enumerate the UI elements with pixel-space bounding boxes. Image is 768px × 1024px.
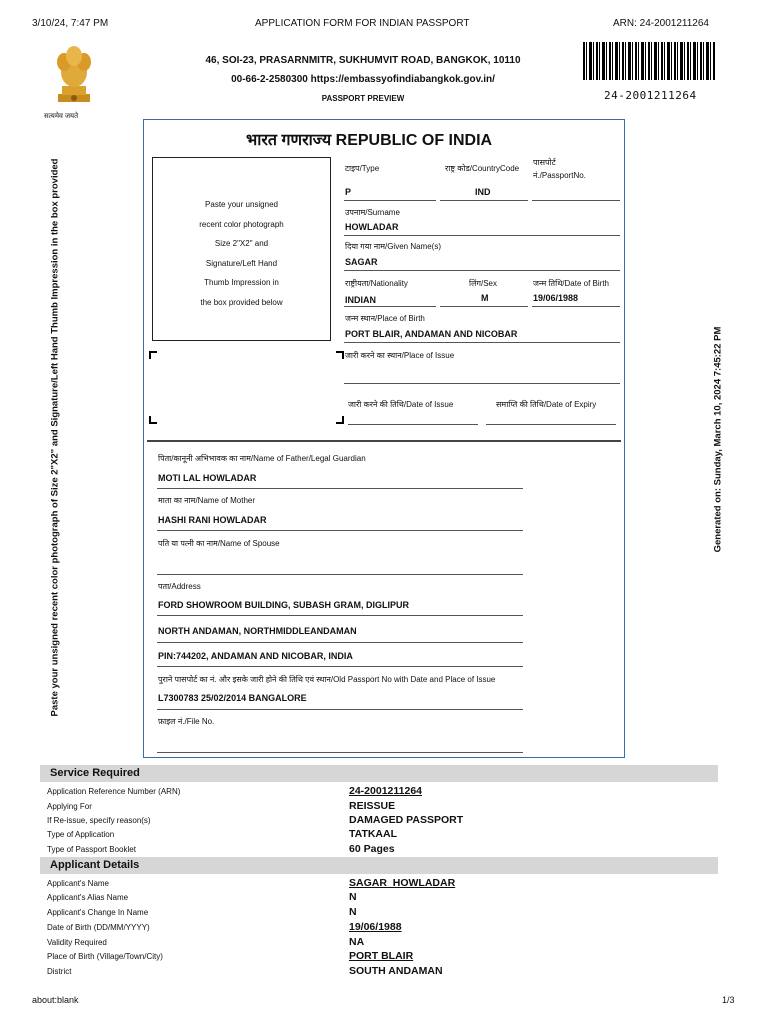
embassy-address: 46, SOI-23, PRASARNMITR, SUKHUMVIT ROAD, BANGKOK, 10110	[205, 55, 521, 66]
rule	[344, 270, 620, 271]
arn-header: ARN: 24-2001211264	[613, 18, 709, 29]
photo-line: the box provided below	[200, 297, 283, 307]
rule	[157, 709, 523, 710]
country-code-value: IND	[475, 187, 491, 197]
surname-label: उपनाम/Surname	[345, 208, 400, 217]
validity-label: Validity Required	[47, 938, 107, 947]
photo-instruction-vertical: Paste your unsigned recent color photograph of Size 2"X2" and Signature/Left Hand Thumb Impression in the box provided	[49, 158, 61, 717]
mother-value: HASHI RANI HOWLADAR	[158, 515, 267, 525]
old-passport-value: L7300783 25/02/2014 BANGALORE	[158, 693, 307, 703]
rule	[157, 752, 523, 753]
section-title: Applicant Details	[50, 859, 140, 871]
dob-label: जन्म तिथि/Date of Birth	[533, 279, 609, 288]
applicant-name-label: Applicant's Name	[47, 879, 109, 888]
photo-line: Paste your unsigned	[205, 200, 278, 209]
emblem-motto: सत्यमेव जयते	[44, 113, 79, 120]
surname-value: HOWLADAR	[345, 222, 399, 232]
photo-instructions	[152, 195, 331, 312]
application-type-value: TATKAAL	[349, 828, 398, 840]
arn-label: Application Reference Number (ARN)	[47, 787, 181, 796]
rule	[157, 574, 523, 575]
type-label: टाइप/Type	[345, 164, 380, 173]
passport-no-label: पासपोर्ट	[533, 158, 556, 167]
date-issue-label: जारी करने की तिथि/Date of Issue	[348, 400, 454, 409]
signature-corner-tr	[336, 351, 344, 359]
rule	[344, 235, 620, 236]
nationality-label: राष्ट्रीयता/Nationality	[345, 279, 408, 288]
father-value: MOTI LAL HOWLADAR	[158, 473, 257, 483]
mother-label: माता का नाम/Name of Mother	[158, 496, 256, 505]
rule	[532, 306, 620, 307]
photo-line: Signature/Left Hand	[205, 258, 278, 268]
pob-label: जन्म स्थान/Place of Birth	[345, 314, 425, 323]
section-title: Service Required	[50, 767, 140, 779]
applying-for-label: Applying For	[47, 802, 92, 811]
rule	[440, 306, 528, 307]
passport-no-label-2: नं./PassportNo.	[533, 171, 586, 180]
rule	[348, 424, 478, 425]
type-value: P	[345, 187, 352, 197]
dob-value: 19/06/1988	[533, 293, 579, 303]
arn-value: 24-2001211264	[349, 785, 422, 797]
address-line-1: FORD SHOWROOM BUILDING, SUBASH GRAM, DIGLIPUR	[158, 600, 409, 610]
applicant-details-heading	[40, 857, 718, 874]
change-name-value: N	[349, 906, 357, 918]
date-expiry-label: समाप्ति की तिथि/Date of Expiry	[496, 400, 597, 409]
document-title: APPLICATION FORM FOR INDIAN PASSPORT	[255, 18, 470, 29]
sex-label: लिंग/Sex	[469, 279, 498, 288]
photo-line: Size 2"X2" and	[214, 239, 269, 248]
signature-corner-bl	[149, 416, 157, 424]
applying-for-value: REISSUE	[349, 800, 396, 812]
rule	[157, 642, 523, 643]
barcode-number: 24-2001211264	[604, 89, 697, 102]
country-code-label: राष्ट्र कोड/CountryCode	[445, 164, 520, 173]
form-title: भारत गणराज्य REPUBLIC OF INDIA	[246, 132, 493, 149]
father-label: पिता/कानूनी अभिभावक का नाम/Name of Father/Legal Guardian	[158, 454, 366, 463]
spouse-label: पति या पत्नी का नाम/Name of Spouse	[158, 539, 280, 548]
address-label: पता/Address	[158, 582, 201, 591]
change-name-label: Applicant's Change In Name	[47, 908, 149, 917]
embassy-contact: 00-66-2-2580300 https://embassyofindiabangkok.gov.in/	[231, 74, 495, 85]
rule	[157, 615, 523, 616]
page-number: 1/3	[722, 995, 735, 1005]
sex-value: M	[481, 293, 489, 303]
barcode	[583, 42, 715, 80]
rule	[157, 488, 523, 489]
alias-name-value: N	[349, 891, 357, 903]
rule	[532, 200, 620, 201]
rule	[344, 342, 620, 343]
pob-value: PORT BLAIR, ANDAMAN AND NICOBAR	[345, 329, 518, 339]
rule	[344, 383, 620, 384]
print-datetime: 3/10/24, 7:47 PM	[32, 18, 109, 29]
rule	[440, 200, 528, 201]
rule	[486, 424, 616, 425]
photo-line: Thumb Impression in	[204, 278, 279, 287]
signature-corner-br	[336, 416, 344, 424]
given-names-label: दिया गया नाम/Given Name(s)	[345, 242, 442, 251]
place-issue-label: जारी करने का स्थान/Place of Issue	[345, 351, 455, 360]
address-line-2: NORTH ANDAMAN, NORTHMIDDLEANDAMAN	[158, 626, 357, 636]
service-required-heading	[40, 765, 718, 782]
address-line-3: PIN:744202, ANDAMAN AND NICOBAR, INDIA	[158, 651, 353, 661]
place-of-birth-value: PORT BLAIR	[349, 950, 414, 962]
page-url: about:blank	[32, 995, 79, 1005]
validity-value: NA	[349, 936, 365, 948]
generated-on-vertical: Generated on: Sunday, March 10, 2024 7:45:22 PM	[712, 326, 724, 553]
booklet-type-value: 60 Pages	[349, 843, 395, 855]
booklet-type-label: Type of Passport Booklet	[47, 845, 136, 854]
alias-name-label: Applicant's Alias Name	[47, 893, 129, 902]
rule	[344, 306, 436, 307]
applicant-dob-label: Date of Birth (DD/MM/YYYY)	[47, 923, 150, 932]
nationality-value: INDIAN	[345, 295, 376, 305]
district-label: District	[47, 967, 72, 976]
passport-preview-label: PASSPORT PREVIEW	[321, 94, 405, 103]
signature-corner-tl	[149, 351, 157, 359]
photo-line: recent color photograph	[199, 219, 284, 229]
applicant-dob-value: 19/06/1988	[349, 921, 402, 933]
given-names-value: SAGAR	[345, 257, 378, 267]
file-no-label: फ़ाइल नं./File No.	[158, 717, 215, 726]
rule	[157, 666, 523, 667]
rule	[157, 530, 523, 531]
reissue-reason-label: If Re-issue, specify reason(s)	[47, 816, 151, 825]
district-value: SOUTH ANDAMAN	[349, 965, 443, 977]
section-divider	[147, 440, 621, 442]
applicant-name-value: SAGAR HOWLADAR	[349, 877, 456, 889]
application-type-label: Type of Application	[47, 830, 115, 839]
old-passport-label: पुराने पासपोर्ट का नं. और इसके जारी होने की तिथि एवं स्थान/Old Passport No with Date and Place of Issue	[158, 675, 496, 684]
reissue-reason-value: DAMAGED PASSPORT	[349, 814, 464, 826]
rule	[344, 200, 436, 201]
place-of-birth-label: Place of Birth (Village/Town/City)	[47, 952, 163, 961]
